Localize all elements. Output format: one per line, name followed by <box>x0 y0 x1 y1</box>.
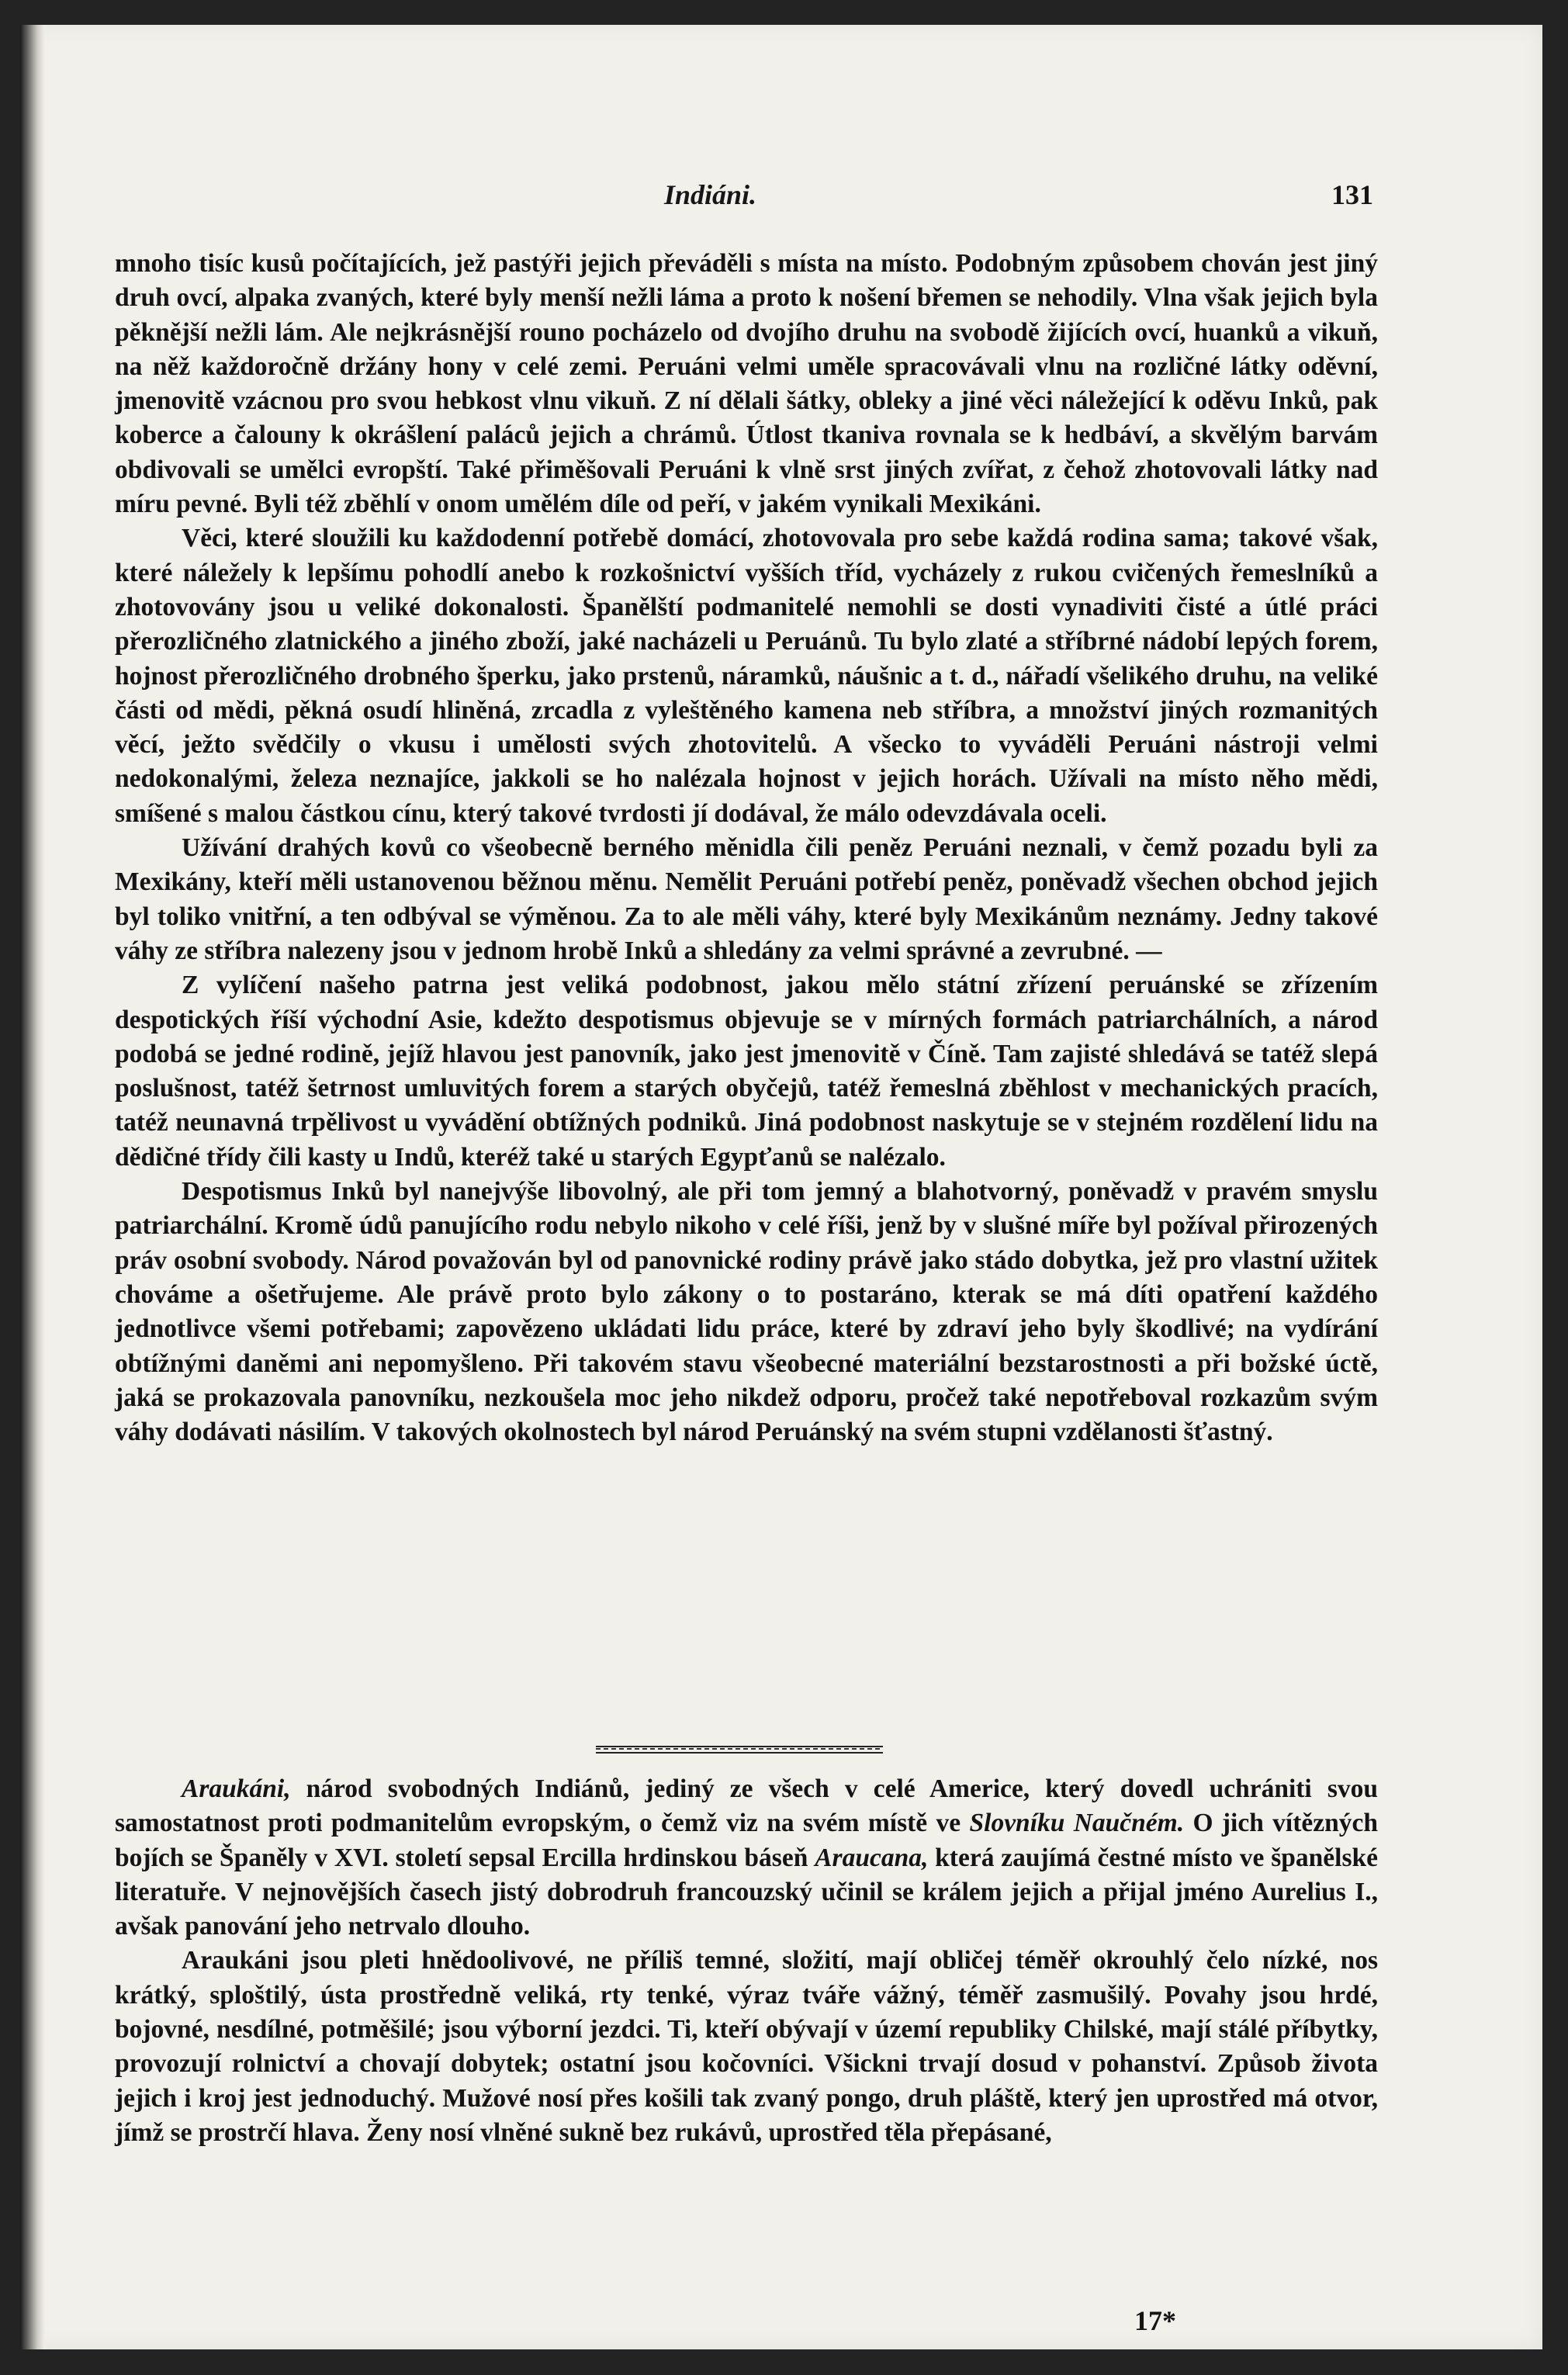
text-run: O jich vítězných bojích se Španěly v XVI. století sepsal Ercilla hrdinskou báseň <box>115 1809 1378 1872</box>
running-title: Indiáni. <box>664 179 757 210</box>
paragraph: Z vylíčení našeho patrna jest veliká podobnost, jakou mělo státní zřízení peruánské se zřízením despotických říší východní Asie, kdežto despotismus objevuje se v mírných formách patriarchálních, a národ podobá se jedné rodině, jejíž hlavou jest panovník, jako jest jmenovitě v Číně. Tam zajisté shledává se tatéž slepá poslušnost, tatéž šetrnost umluvitých forem a starých obyčejů, tatéž řemeslná zběhlost v mechanických pracích, tatéž neunavná trpělivost u vyvádění obtížných podniků. Jiná podobnost naskytuje se v stejném rozdělení lidu na dědičné třídy čili kasty u Indů, kteréž také u starých Egypťanů se nalézalo. <box>115 971 1378 1172</box>
book-page <box>20 25 1542 2349</box>
printer-signature: 17* <box>1134 2305 1176 2336</box>
paragraph: Užívání drahých kovů co všeobecně berného měnidla čili peněz Peruáni neznali, v čemž pozadu byli za Mexikány, kteří měli ustanovenou běžnou měnu. Nemělit Peruáni potřebí peněz, poněvadž všechen obchod jejich byl toliko vnitřní, a ten odbýval se výměnou. Za to ale měli váhy, které byly Mexikánům neznámy. Jedny takové váhy ze stříbra nalezeny jsou v jednom hrobě Inků a shledány za velmi správné a zevrubné. — <box>115 833 1378 965</box>
araukani-section <box>115 1772 1378 2150</box>
main-text <box>115 247 1378 1449</box>
paragraph: Věci, které sloužili ku každodenní potřebě domácí, zhotovovala pro sebe každá rodina sama; takové však, které náležely k lepšímu pohodlí anebo k rozkošnictví vyšších tříd, vycházely z rukou cvičených řemeslníků a zhotovovány jsou u veliké dokonalosti. Španělští podmanitelé nemohli se dosti vynadiviti čisté a útlé práci přerozličného zlatnického a jiného zboží, jaké nacházeli u Peruánů. Tu bylo zlaté a stříbrné nádobí lepých forem, hojnost přerozličného drobného šperku, jako prstenů, náramků, náušnic a t. d., nářadí všelikého druhu, na veliké části od mědi, pěkná osudí hliněná, zrcadla z vyleštěného kamena neb stříbra, a množství jiných rozmanitých věcí, ježto svědčily o vkusu i umělosti svých zhotovitelů. A všecko to vyváděli Peruáni nástroji velmi nedokonalými, železa neznajíce, jakkoli se ho nalézala hojnost v jejich horách. Užívali na místo něho mědi, smíšené s malou částkou cínu, který takové tvrdosti jí dodával, že málo odevzdávala oceli. <box>115 524 1378 828</box>
text-run: která zaujímá čestné místo ve španělské literatuře. V nejnovějších časech jistý dobrodruh francouzský učinil se králem jejich a přijal jméno Aurelius I., avšak panování jeho netrvalo dlouho. <box>115 1843 1378 1941</box>
page-number: 131 <box>1331 179 1373 210</box>
paragraph: Despotismus Inků byl nanejvýše libovolný, ale při tom jemný a blahotvorný, poněvadž v pravém smyslu patriarchální. Kromě údů panujícího rodu nebylo nikoho v celé říši, jenž by v slušné míře byl požíval přirozených práv osobní svobody. Národ považován byl od panovnické rodiny právě jako stádo dobytka, jež pro vlastní užitek chováme a ošetřujeme. Ale právě proto bylo zákony o to postaráno, kterak se má díti opatření každého jednotlivce všemi potřebami; zapovězeno ukládati lidu práce, které by zdraví jeho byly škodlivé; na vydírání obtížnými daněmi ani nepomyšleno. Při takovém stavu všeobecné materiální bezstarostnosti a při božské úctě, jaká se prokazovala panovníku, nezkoušela moc jeho nikdež odporu, pročež také nepotřeboval rozkazům svým váhy dodávati násilím. V takových okolnostech byl národ Peruánský na svém stupni vzdělanosti šťastný. <box>115 1177 1378 1447</box>
italic-poem-title: Araucana, <box>815 1843 929 1872</box>
italic-reference: Slovníku Naučném. <box>969 1809 1185 1838</box>
paragraph-continued: mnoho tisíc kusů počítajících, jež pastýři jejich převáděli s místa na místo. Podobným způsobem chován jest jiný druh ovcí, alpaka zvaných, které byly menší nežli láma a proto k nošení břemen se nehodily. Vlna však jejich byla pěknější nežli lám. Ale nejkrásnější rouno pocházelo od dvojího druhu na svobodě žijících ovcí, huanků a vikuň, na něž každoročně držány hony v celé zemi. Peruáni velmi uměle spracovávali vlnu na rozličné látky oděvní, jmenovitě vzácnou pro svou hebkost vlnu vikuň. Z ní dělali šátky, obleky a jiné věci náležející k oděvu Inků, pak koberce a čalouny k okrášlení paláců jejich a chrámů. Útlost tkaniva rovnala se k hedbáví, a skvělým barvám obdivovali se umělci evropští. Také přiměšovali Peruáni k vlně srst jiných zvířat, z čehož zhotovovali látky nad míru pevné. Byli též zběhlí v onom umělém díle od peří, v jakém vynikali Mexikáni. <box>115 249 1378 519</box>
paragraph: Araukáni jsou pleti hnědoolivové, ne příliš temné, složití, mají obličej téměř okrouhlý čelo nízké, nos krátký, sploštilý, ústa prostředně veliká, rty tenké, výraz tváře vážný, téměř zasmušilý. Povahy jsou hrdé, bojovné, nesdílné, potměšilé; jsou výborní jezdci. Ti, kteří obývají v území republiky Chilské, mají stálé příbytky, provozují rolnictví a chovají dobytek; ostatní jsou kočovníci. Všickni trvají dosud v pohanství. Způsob života jejich i kroj jest jednoduchý. Mužové nosí přes košili tak zvaný pongo, druh pláště, který jen uprostřed má otvor, jímž se prostrčí hlava. Ženy nosí vlněné sukně bez rukávů, uprostřed těla přepásané, <box>115 1946 1378 2147</box>
paragraph <box>115 1772 1378 1944</box>
text-run: národ svobodných Indiánů, jediný ze všech v celé Americe, který dovedl uchrániti svou samostatnost proti podmanitelům evropským, o čemž viz na svém místě ve <box>115 1774 1378 1838</box>
italic-term: Araukáni, <box>182 1774 291 1803</box>
section-divider <box>596 1746 883 1754</box>
page-binding-shadow <box>20 25 45 2349</box>
